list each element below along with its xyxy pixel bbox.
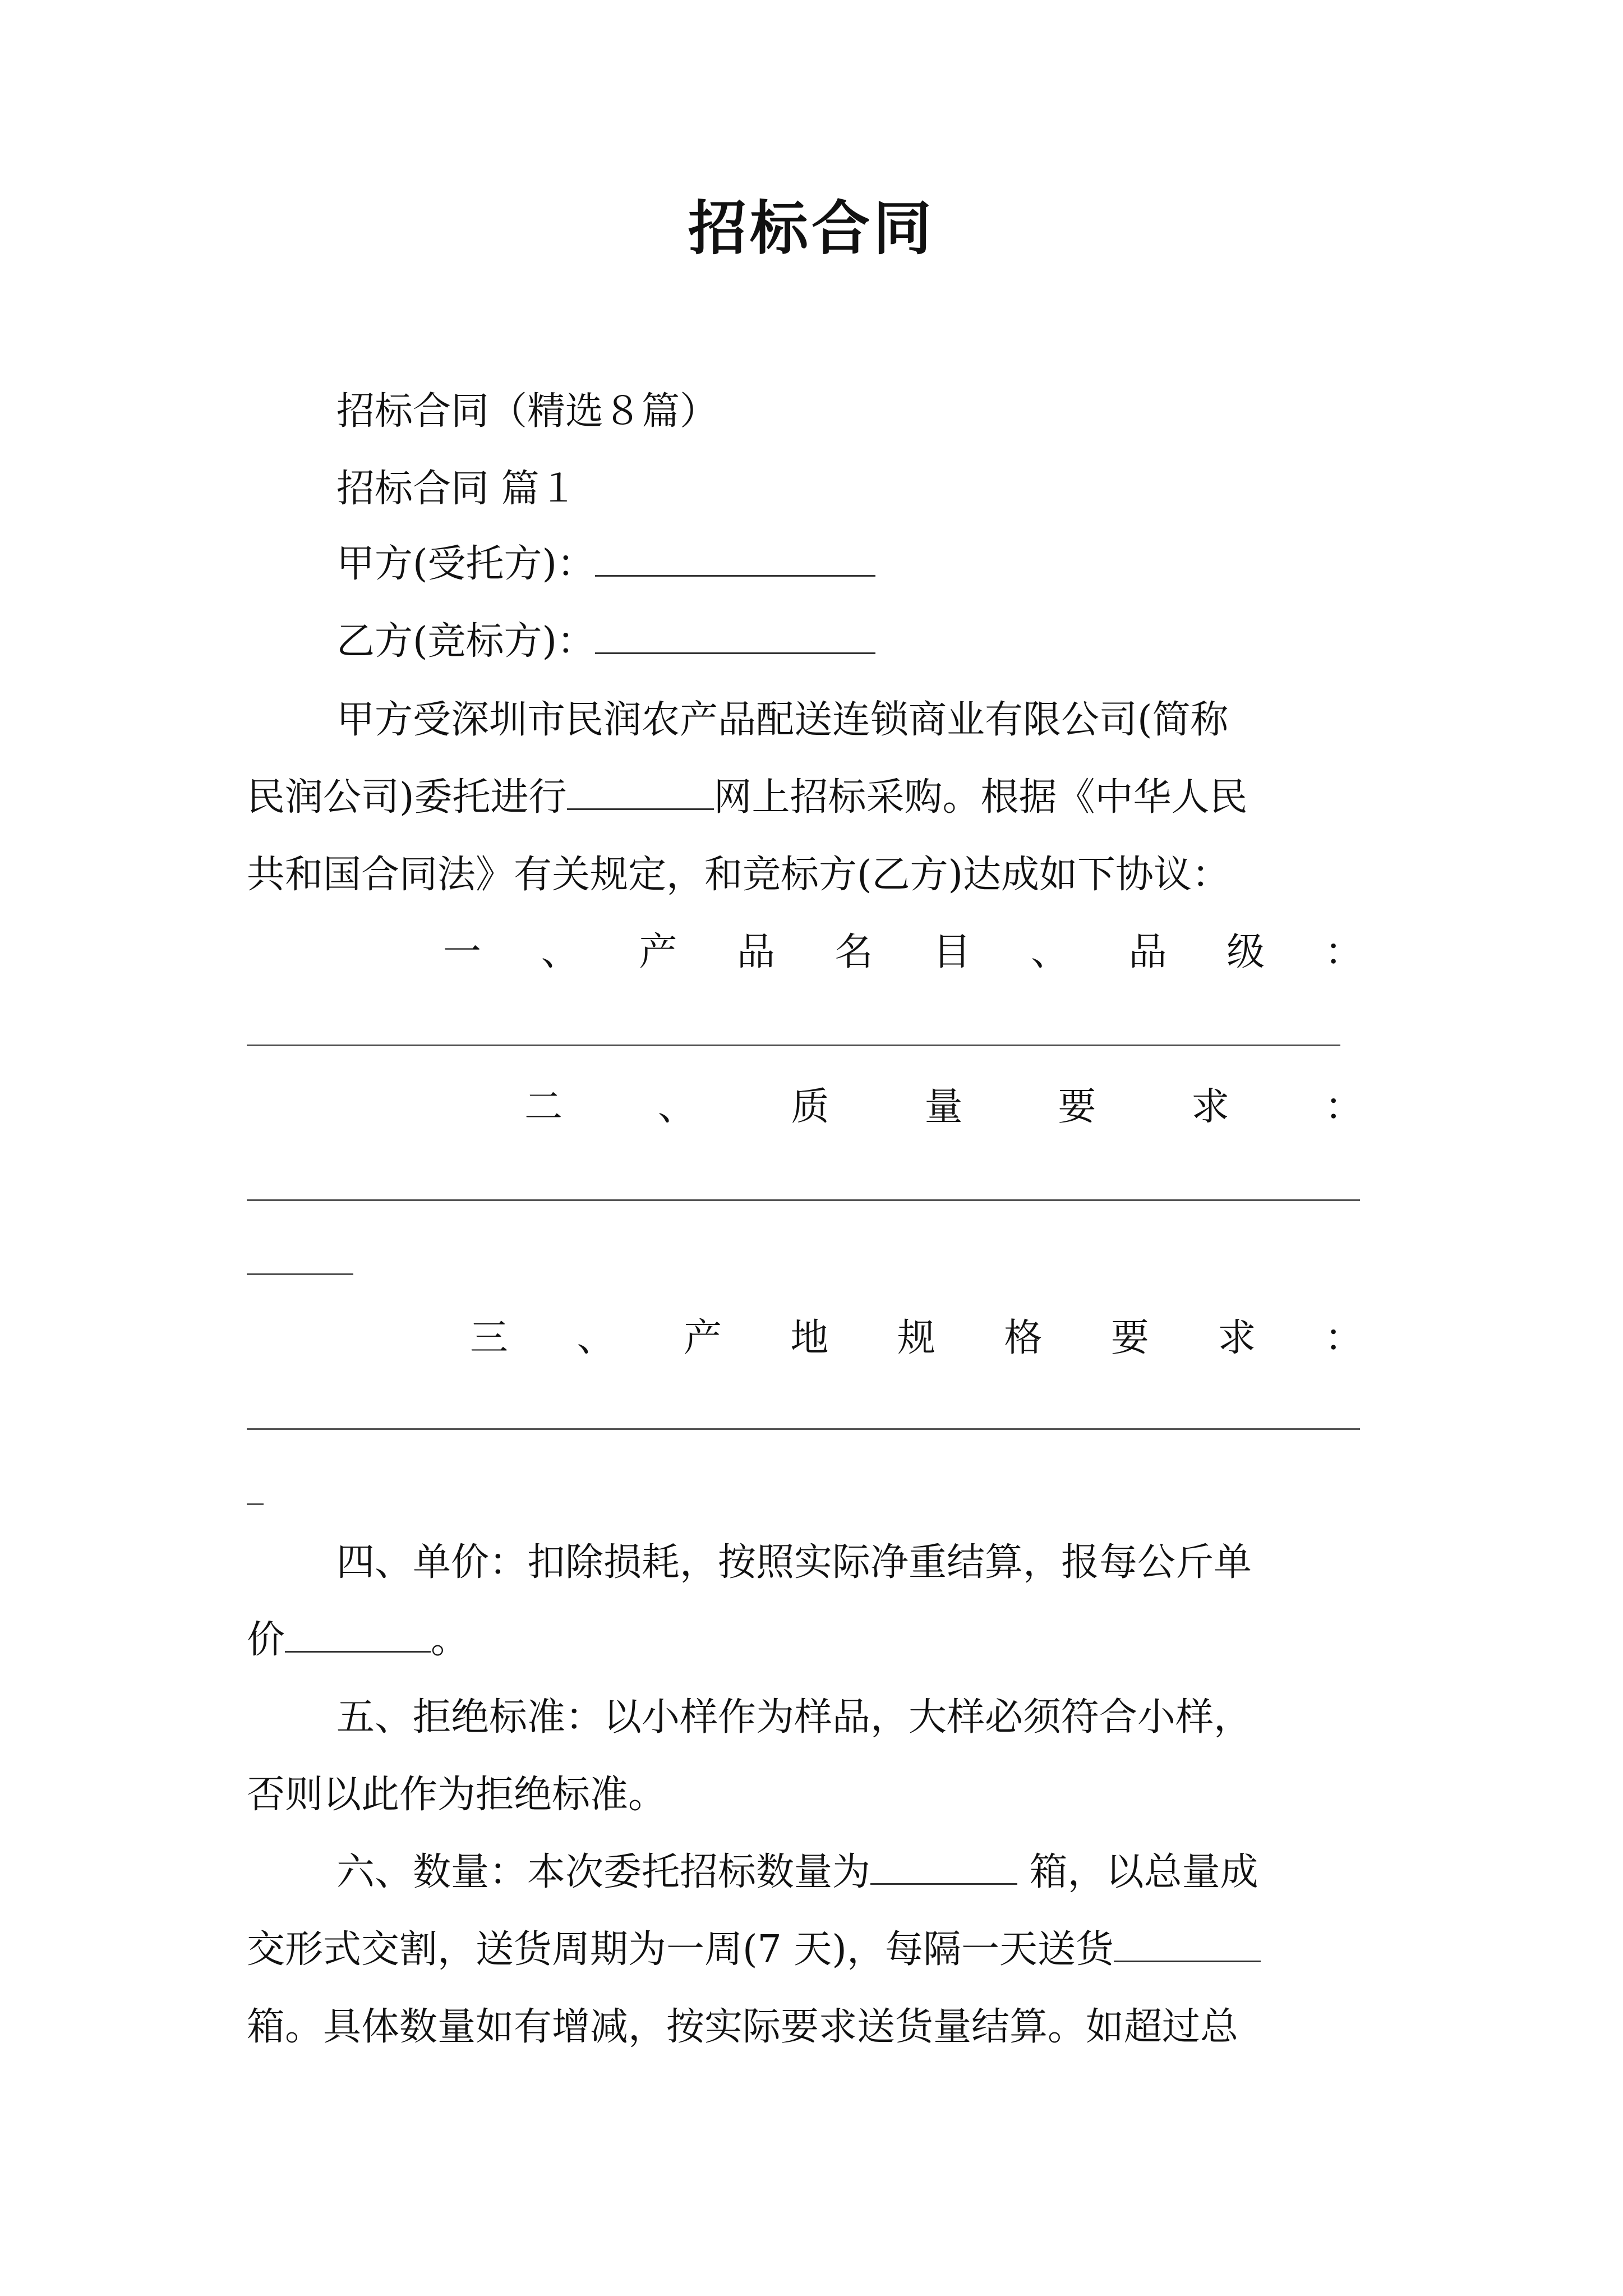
item2-char: 质: [791, 1085, 829, 1129]
item1-char: 品: [1128, 930, 1167, 974]
party-a-line: [336, 542, 875, 586]
item5-line1: 五、拒绝标准：以小样作为样品，大样必须符合小样，: [336, 1695, 1252, 1740]
para1-line3: 共和国合同法》有关规定，和竞标方(乙方)达成如下协议：: [247, 853, 1230, 897]
item1-char: 名: [834, 930, 873, 974]
item3-char: 求: [1218, 1316, 1256, 1360]
para1-line2-pre: 民润公司)委托进行: [247, 775, 567, 820]
item2-blank-line: [247, 1199, 1360, 1201]
item2-heading: [524, 1085, 1363, 1129]
item6-line1-post: 箱，以总量成: [1017, 1850, 1258, 1894]
item4-line1: 四、单价：扣除损耗，按照实际净重结算，报每公斤单: [336, 1540, 1252, 1585]
item3-char: 产: [683, 1316, 722, 1360]
para1-line2: [247, 775, 1248, 820]
item1-char: 产: [639, 930, 677, 974]
item6-quantity-blank: [870, 1882, 1017, 1885]
item1-char: 一: [443, 930, 482, 974]
party-a-label: 甲方(受托方)：: [336, 542, 596, 586]
item3-blank-line-cont: [247, 1503, 264, 1505]
para1-line2-post: 网上招标采购。根据《中华人民: [713, 775, 1248, 820]
item5-line2: 否则以此作为拒绝标准。: [247, 1773, 667, 1817]
item4-line2: [247, 1618, 469, 1662]
item1-char: 品: [736, 930, 775, 974]
item2-char: 求: [1191, 1085, 1230, 1129]
item2-blank-line-cont: [247, 1273, 353, 1275]
document-title: 招标合同: [688, 194, 935, 263]
item3-char: ：: [1324, 1316, 1363, 1360]
item6-line2-text: 交形式交割，送货周期为一周(7 天)，每隔一天送货: [247, 1927, 1114, 1972]
item3-char: 、: [577, 1316, 615, 1360]
item3-char: 地: [790, 1316, 829, 1360]
item3-heading: [470, 1316, 1363, 1360]
item1-char: 目: [933, 930, 971, 974]
item1-char: ：: [1324, 930, 1363, 974]
item1-blank-line: [247, 1045, 1340, 1046]
item3-char: 格: [1004, 1316, 1043, 1360]
party-a-blank: [595, 574, 875, 577]
party-b-label: 乙方(竞标方)：: [336, 619, 596, 664]
document-subtitle: 招标合同（精选８篇）: [336, 389, 718, 434]
item4-line2-pre: 价: [247, 1618, 285, 1662]
item2-char: 要: [1058, 1085, 1096, 1129]
item1-char: 、: [541, 930, 579, 974]
item1-char: 级: [1227, 930, 1265, 974]
item6-line1: [336, 1850, 1258, 1894]
item3-char: 要: [1110, 1316, 1149, 1360]
item3-blank-line: [247, 1428, 1360, 1430]
item4-line2-post: 。: [431, 1618, 469, 1662]
item6-line2: [247, 1927, 1261, 1972]
para1-line1: 甲方受深圳市民润农产品配送连锁商业有限公司(简称: [336, 698, 1229, 742]
party-b-line: [336, 619, 875, 664]
item3-char: 三: [470, 1316, 509, 1360]
section-heading: 招标合同 篇１: [336, 467, 578, 511]
item3-char: 规: [897, 1316, 935, 1360]
item6-delivery-blank: [1114, 1959, 1261, 1962]
item2-char: 、: [657, 1085, 696, 1129]
para1-blank: [567, 807, 714, 810]
party-b-blank: [595, 651, 875, 654]
item2-char: 二: [524, 1085, 563, 1129]
item6-line3: 箱。具体数量如有增减，按实际要求送货量结算。如超过总: [247, 2005, 1239, 2049]
item2-char: 量: [924, 1085, 963, 1129]
item6-line1-pre: 六、数量：本次委托招标数量为: [336, 1850, 871, 1894]
item1-heading: [443, 930, 1363, 974]
item2-char: ：: [1324, 1085, 1363, 1129]
item1-char: 、: [1030, 930, 1069, 974]
item4-price-blank: [285, 1650, 431, 1653]
